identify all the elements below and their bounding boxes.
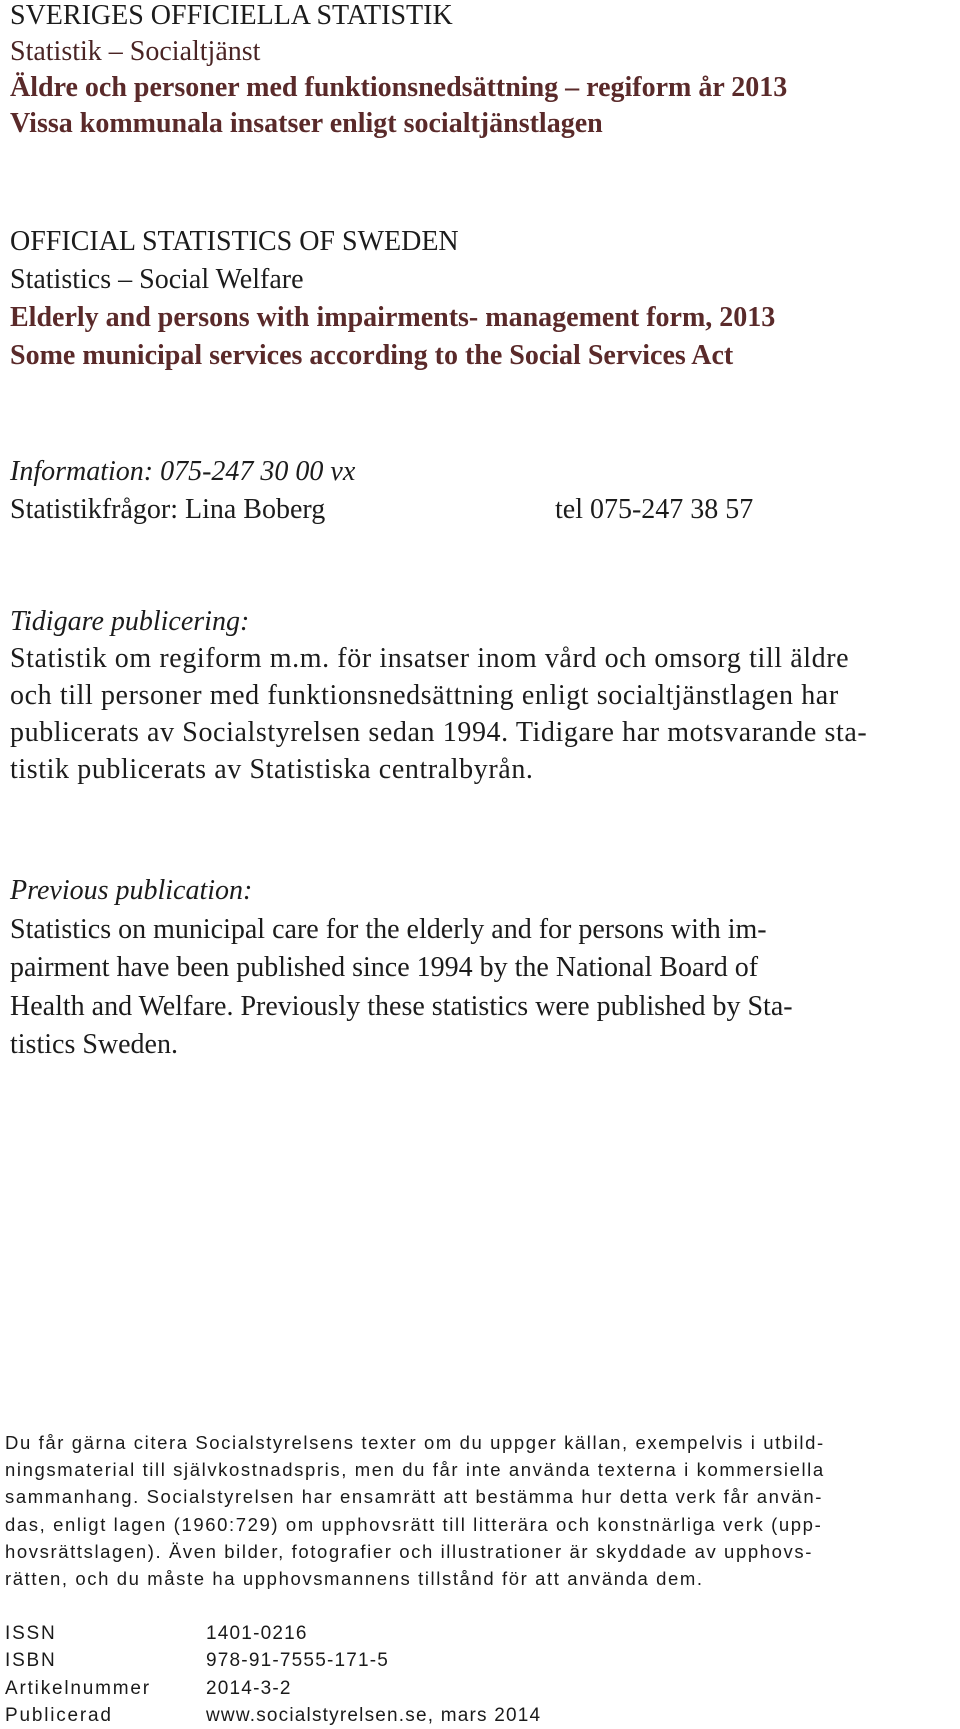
en-subtitle: Some municipal services according to the Social Services Act: [10, 340, 734, 371]
information-row: [10, 453, 355, 491]
tidigare-line: tistik publicerats av Statistiska centralbyrån.: [10, 754, 534, 785]
questions-contact: Lina Boberg: [184, 494, 326, 525]
detail-label: Publicerad: [5, 1704, 113, 1726]
detail-value: 978-91-7555-171-5: [206, 1650, 390, 1672]
previous-heading: Previous publication:: [10, 875, 253, 906]
previous-line: pairment have been published since 1994 by the National Board of: [10, 952, 759, 983]
notice-line: Du får gärna citera Socialstyrelsens texter om du uppger källan, exempelvis i utbild-: [5, 1432, 825, 1453]
notice-line: hovsrättslagen). Även bilder, fotografier och illustrationer är skyddade av upphovs-: [5, 1540, 813, 1562]
sv-series: SVERIGES OFFICIELLA STATISTIK: [10, 0, 453, 31]
tidigare-line: Statistik om regiform m.m. för insatser inom vård och omsorg till äldre: [10, 643, 850, 674]
questions-row: [10, 491, 754, 529]
previous-publication-en: [10, 872, 793, 1065]
questions-phone: tel 075-247 38 57: [555, 494, 754, 525]
questions-label: Statistikfrågor:: [10, 494, 178, 525]
previous-publication-sv: [10, 603, 958, 788]
notice-line: rätten, och du måste ha upphovsmannens tillstånd för att använda dem.: [5, 1568, 704, 1590]
sv-title: Äldre och personer med funktionsnedsättning – regiform år 2013: [10, 72, 788, 103]
information-phone: 075-247 30 00 vx: [160, 456, 356, 487]
english-header: [10, 223, 775, 375]
detail-value: 1401-0216: [206, 1623, 308, 1644]
en-title: Elderly and persons with impairments- management form, 2013: [10, 302, 776, 333]
copyright-notice: [5, 1429, 940, 1592]
notice-line: das, enligt lagen (1960:729) om upphovsrätt till litterära och konstnärliga verk (upp-: [5, 1513, 823, 1535]
notice-line: sammanhang. Socialstyrelsen har ensamrätt att bestämma hur detta verk får använ-: [5, 1486, 823, 1508]
swedish-header: [10, 0, 787, 142]
sv-subject: Statistik – Socialtjänst: [10, 36, 261, 67]
tidigare-line: publicerats av Socialstyrelsen sedan 1994. Tidigare har motsvarande sta-: [10, 717, 868, 748]
previous-line: Statistics on municipal care for the elderly and for persons with im-: [10, 913, 767, 945]
tidigare-line: och till personer med funktionsnedsättning enligt socialtjänstlagen har: [10, 680, 839, 711]
information-label: Information:: [10, 456, 154, 487]
contact-info: [10, 453, 754, 529]
previous-line: Health and Welfare. Previously these statistics were published by Sta-: [10, 990, 793, 1022]
en-series: OFFICIAL STATISTICS OF SWEDEN: [10, 226, 459, 257]
detail-label: ISBN: [5, 1650, 57, 1672]
detail-label: ISSN: [5, 1623, 57, 1644]
detail-value: 2014-3-2: [206, 1677, 292, 1699]
detail-value: www.socialstyrelsen.se, mars 2014: [206, 1704, 542, 1726]
sv-subtitle: Vissa kommunala insatser enligt socialtjänstlagen: [10, 108, 603, 139]
tidigare-heading: Tidigare publicering:: [10, 606, 250, 637]
detail-label: Artikelnummer: [5, 1677, 151, 1699]
en-subject: Statistics – Social Welfare: [10, 264, 304, 295]
notice-line: ningsmaterial till självkostnadspris, men du får inte använda texterna i kommersiella: [5, 1459, 825, 1481]
previous-line: tistics Sweden.: [10, 1029, 178, 1060]
